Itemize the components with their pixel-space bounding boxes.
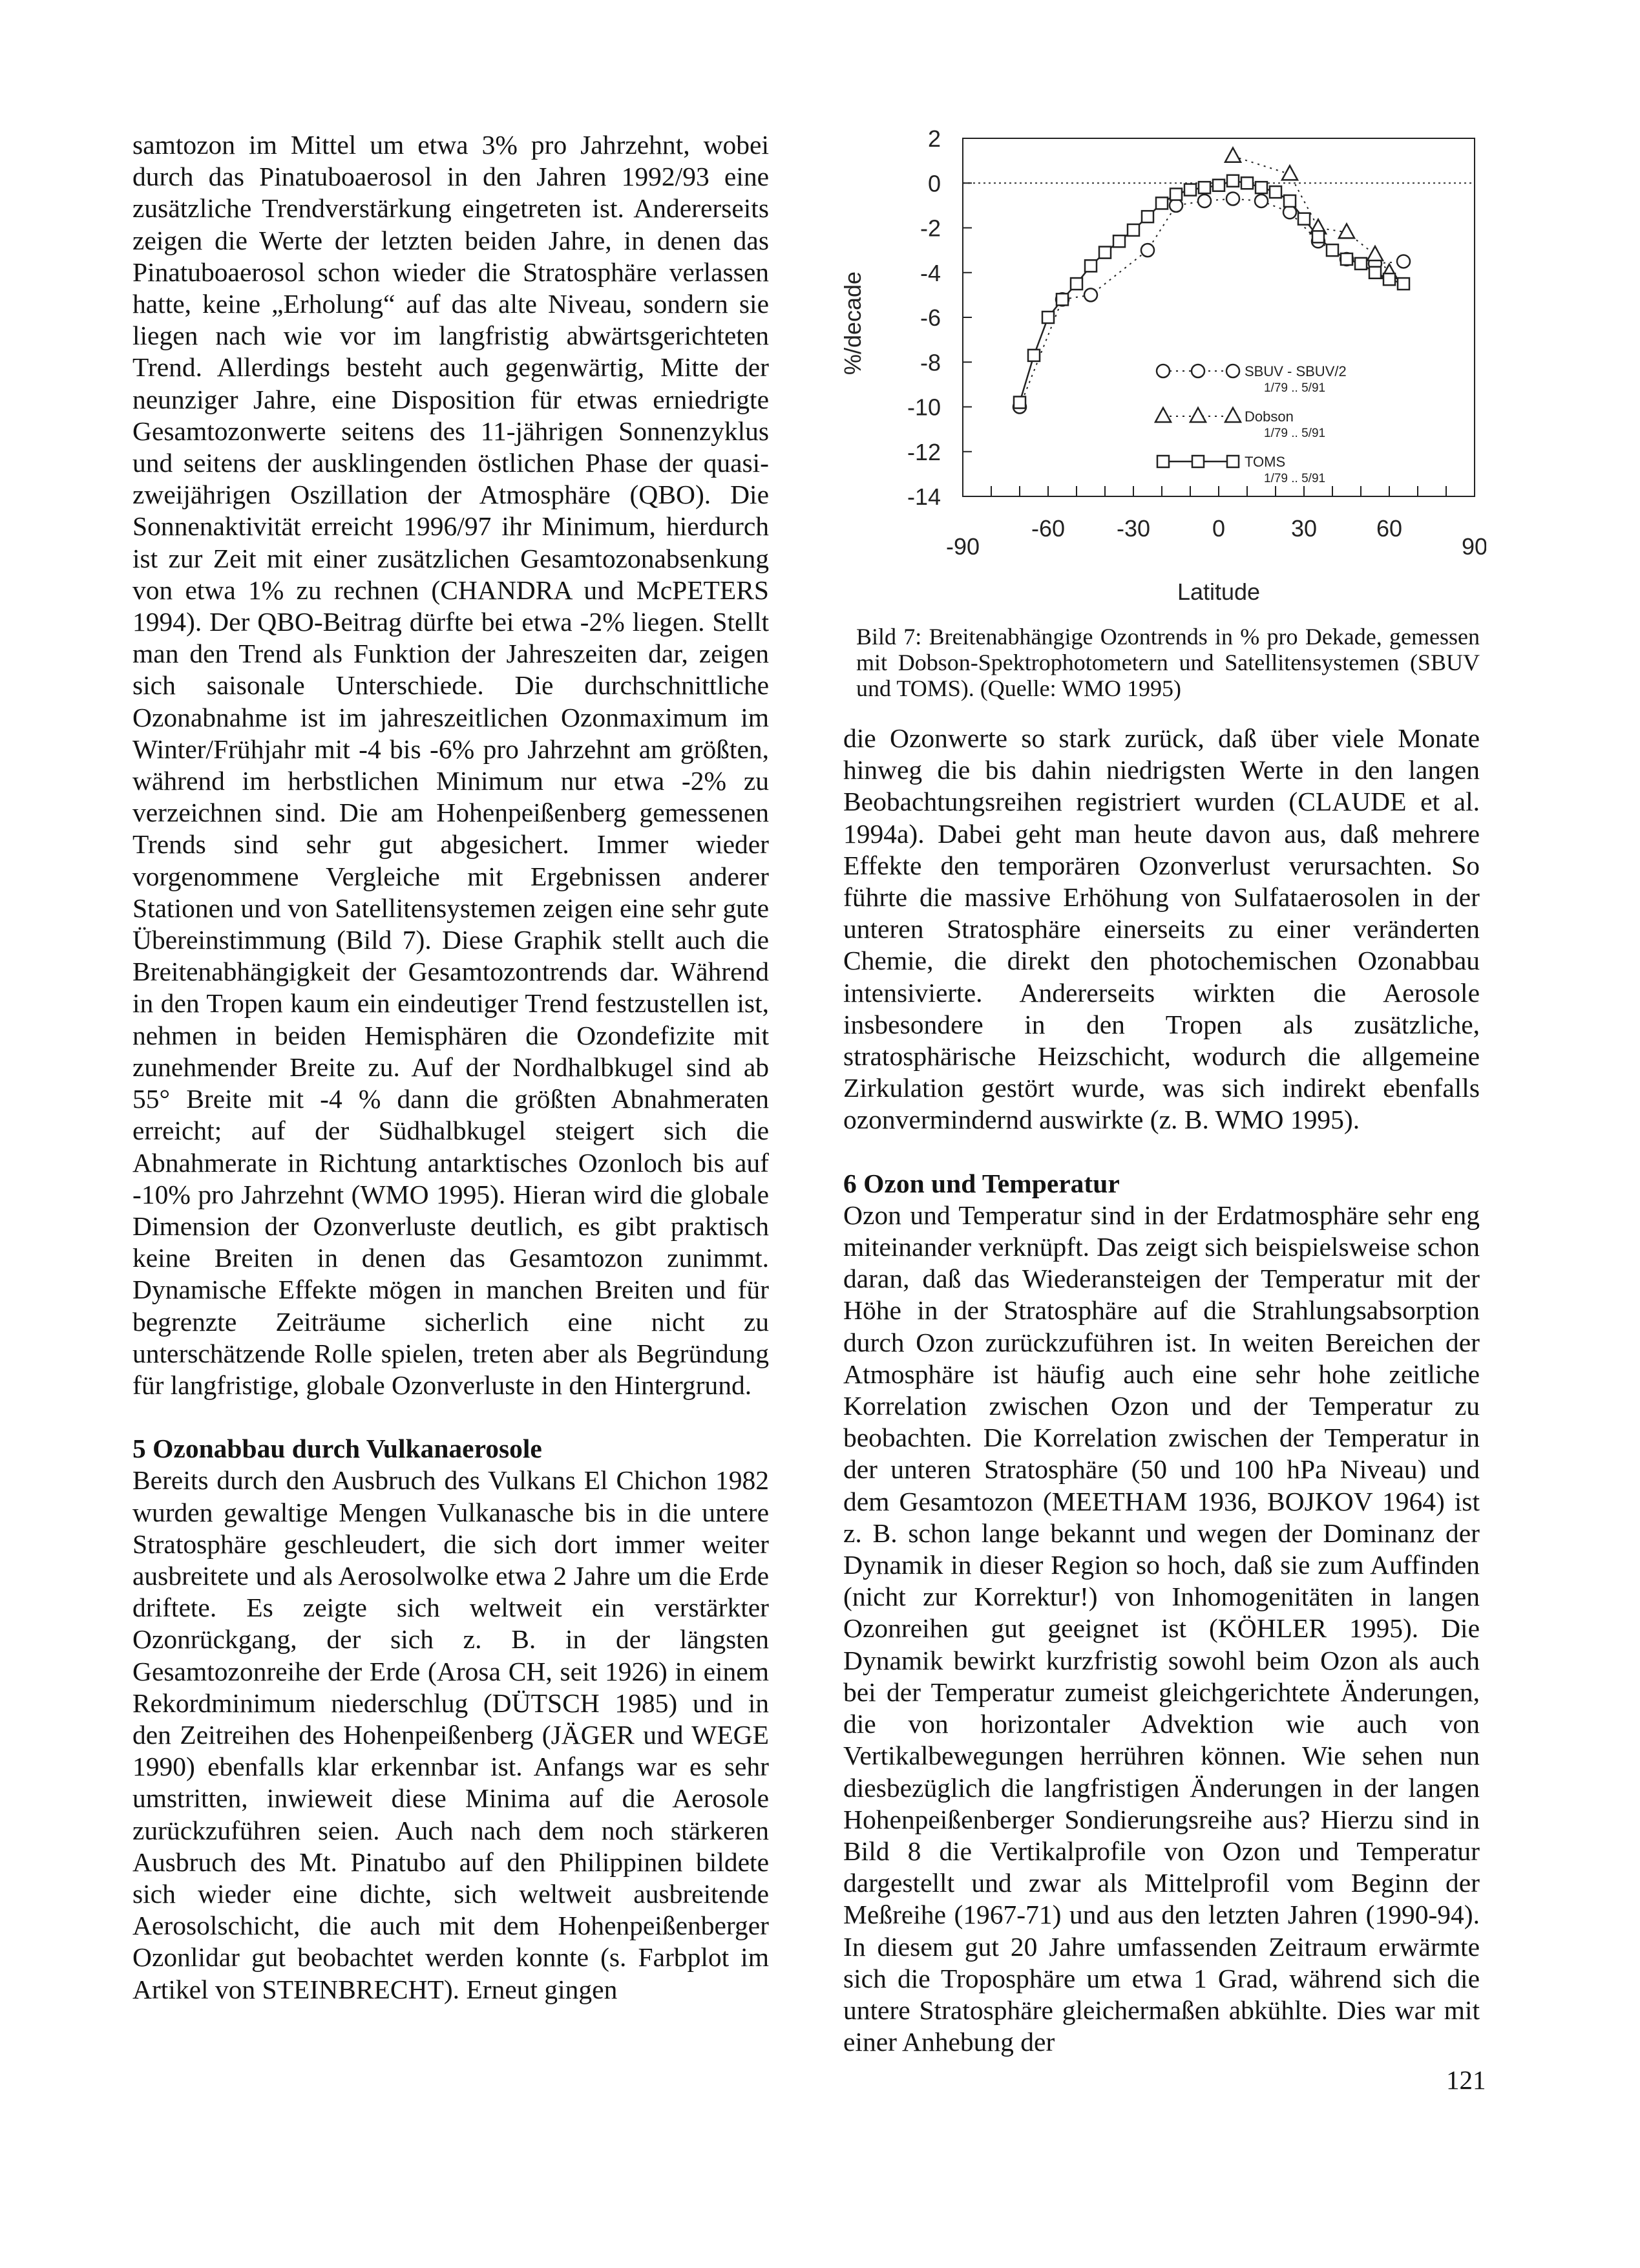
legend-series-period: 1/79 .. 5/91 <box>1264 427 1326 440</box>
data-point-square <box>1014 397 1025 408</box>
data-point-square <box>1383 273 1395 285</box>
left-column <box>132 129 769 2006</box>
data-point-square <box>1227 456 1239 467</box>
data-point-circle <box>1226 192 1239 205</box>
data-point-triangle <box>1367 246 1383 260</box>
data-point-circle <box>1141 244 1154 257</box>
data-point-square <box>1128 224 1139 236</box>
y-tick-label: -14 <box>907 483 941 510</box>
x-tick-label: 0 <box>1212 515 1226 542</box>
data-point-circle <box>1192 365 1204 377</box>
y-tick-label: -4 <box>920 259 941 286</box>
body-paragraph: samtozon im Mittel um etwa 3% pro Jahrzehnt, wobei durch das Pinatuboaerosol in den Jahren 1992/93 eine zusätzliche Trendverstärkung eingetreten ist. Andererseits zeigen die Werte der letzten beiden Jahre, in denen das Pinatuboaerosol schon wieder die Stratosphäre verlassen hatte, keine „Erholung“ auf das alte Niveau, sondern sie liegen nach wie vor im langfristig abwärtsgerichteten Trend. Allerdings besteht auch gegenwärtig, Mitte der neunziger Jahre, eine Disposition für etwas erniedrigte Gesamtozonwerte seitens des 11-jährigen Sonnenzyklus und seitens der ausklingenden östlichen Phase der quasi-zweijährigen Oszillation der Atmosphäre (QBO). Die Sonnenaktivität erreicht 1996/97 ihr Minimum, hierdurch ist zur Zeit mit einer zusätzlichen Gesamtozonabsenkung von etwa 1% zu rechnen (CHANDRA und McPETERS 1994). Der QBO-Beitrag dürfte bei etwa -2% liegen. Stellt man den Trend als Funktion der Jahreszeiten dar, zeigen sich saisonale Unterschiede. Die durchschnittliche Ozonabnahme ist im jahreszeitlichen Ozonmaximum im Winter/Frühjahr mit -4 bis -6% pro Jahrzehnt am größten, während im herbstlichen Minimum nur etwa -2% zu verzeichnen sind. Die am Hohenpeißenberg gemessenen Trends sind sehr gut abgesichert. Immer wieder vorgenommene Vergleiche mit Ergebnissen anderer Stationen und von Satellitensystemen zeigen eine sehr gute Übereinstimmung (Bild 7). Diese Graphik stellt auch die Breitenabhängigkeit der Gesamtozontrends dar. Während in den Tropen kaum ein eindeutiger Trend festzustellen ist, nehmen in beiden Hemisphären die Ozondefizite mit zunehmender Breite zu. Auf der Nordhalbkugel sind ab 55° Breite mit -4 % dann die größten Abnahmeraten erreicht; auf der Südhalbkugel steigert sich die Abnahmerate in Richtung antarktisches Ozonloch bis auf -10% pro Jahrzehnt (WMO 1995). Hieran wird die globale Dimension der Ozonverluste deutlich, es gibt praktisch keine Breiten in denen das Gesamtozon zunimmt. Dynamische Effekte mögen in manchen Breiten und für begrenzte Zeiträume sicherlich eine nicht zu unterschätzende Rolle spielen, treten aber als Begründung für langfristige, globale Ozonverluste in den Hintergrund. <box>132 130 769 1400</box>
data-point-square <box>1099 247 1111 259</box>
data-point-triangle <box>1155 408 1171 422</box>
data-point-circle <box>1226 365 1239 377</box>
data-point-square <box>1284 195 1296 207</box>
x-tick-label: -60 <box>1031 515 1066 542</box>
section-heading-5: 5 Ozonabbau durch Vulkanaerosole <box>132 1434 542 1464</box>
y-tick-label: -8 <box>920 349 941 376</box>
data-point-circle <box>1283 206 1296 218</box>
legend-series-name: TOMS <box>1245 454 1286 470</box>
x-axis-label: Latitude <box>1177 578 1261 605</box>
data-point-circle <box>1157 365 1170 377</box>
x-tick-label: 30 <box>1290 515 1318 542</box>
data-point-circle <box>1084 288 1097 301</box>
chart-markers <box>1013 148 1410 414</box>
x-tick-label: 90 <box>1461 533 1486 560</box>
body-paragraph: Bereits durch den Ausbruch des Vulkans El Chichon 1982 wurden gewaltige Mengen Vulkanasche bis in die untere Stratosphäre geschleudert, die sich dort immer weiter ausbreitete und als Aerosolwolke etwa 2 Jahre um die Erde driftete. Es zeigte sich weltweit ein verstärkter Ozonrückgang, der sich z. B. in der längsten Gesamtozonreihe der Erde (Arosa CH, seit 1926) in einem Rekordminimum niederschlug (DÜTSCH 1985) und in den Zeitreihen des Hohenpeißenberg (JÄGER und WEGE 1990) ebenfalls klar erkennbar ist. Anfangs war es sehr umstritten, inwieweit diese Minima auf die Aerosole zurückzuführen seien. Auch nach dem noch stärkeren Ausbruch des Mt. Pinatubo auf den Philippinen bildete sich wieder eine dichte, sich weltweit ausbreitende Aerosolschicht, die auch mit dem Hohenpeißenberger Ozonlidar gut beobachtet werden konnte (s. Farbplot im Artikel von STEINBRECHT). Erneut gingen <box>132 1465 769 2004</box>
y-tick-label: -6 <box>920 304 941 331</box>
y-tick-label: -2 <box>920 215 941 242</box>
data-point-square <box>1312 231 1324 242</box>
chart-legend <box>1155 363 1347 485</box>
data-point-square <box>1142 211 1153 222</box>
right-column <box>843 723 1480 2058</box>
body-paragraph: die Ozonwerte so stark zurück, daß über viele Monate hinweg die bis dahin niedrigsten Werte in den langen Beobachtungsreihen registriert wurden (CLAUDE et al. 1994a). Dabei geht man heute davon aus, daß mehrere Effekte den temporären Ozonverlust verursachten. So führte die massive Erhöhung von Sulfataerosolen in der unteren Stratosphäre einerseits zu einer veränderten Chemie, die direkt den photochemischen Ozonabbau intensivierte. Andererseits wirkten die Aerosole insbesondere in den Tropen als zusätzliche, stratosphärische Heizschicht, wodurch die allgemeine Zirkulation gestört wurde, was sich indirekt ebenfalls ozonvermindernd auswirkte (z. B. WMO 1995). <box>843 723 1480 1135</box>
legend-series-period: 1/79 .. 5/91 <box>1264 472 1326 485</box>
data-point-square <box>1192 456 1204 467</box>
data-point-square <box>1113 235 1125 247</box>
ozone-trend-chart <box>821 123 1486 620</box>
data-point-square <box>1327 244 1338 256</box>
series-line-dobson <box>1233 156 1389 273</box>
data-point-square <box>1085 260 1097 271</box>
data-point-square <box>1227 175 1239 187</box>
y-tick-label: 2 <box>927 125 941 152</box>
data-point-square <box>1184 184 1196 196</box>
data-point-square <box>1157 456 1169 467</box>
data-point-square <box>1028 350 1040 361</box>
data-point-square <box>1042 312 1054 323</box>
legend-series-name: Dobson <box>1245 408 1294 425</box>
page-number: 121 <box>1446 2065 1486 2095</box>
data-point-square <box>1241 177 1253 189</box>
y-tick-label: -10 <box>907 394 941 421</box>
data-point-square <box>1199 182 1210 193</box>
section-heading-6: 6 Ozon und Temperatur <box>843 1168 1120 1198</box>
data-point-circle <box>1255 195 1268 207</box>
data-point-triangle <box>1225 148 1241 162</box>
data-point-square <box>1341 253 1352 265</box>
data-point-square <box>1213 180 1225 191</box>
data-point-triangle <box>1225 408 1241 422</box>
data-point-square <box>1270 186 1281 198</box>
plot-frame <box>963 138 1475 496</box>
data-point-triangle <box>1190 408 1206 422</box>
data-point-triangle <box>1282 165 1298 180</box>
data-point-square <box>1170 189 1182 200</box>
data-point-square <box>1156 197 1168 209</box>
x-tick-label: 60 <box>1376 515 1403 542</box>
data-point-circle <box>1198 195 1211 207</box>
data-point-square <box>1369 267 1381 279</box>
data-point-square <box>1071 278 1082 290</box>
figure-caption: Bild 7: Breitenabhängige Ozontrends in % pro Dekade, gemessen mit Dobson-Spektrophotometern und Satellitensystemen (SBUV und TOMS). (Quelle: WMO 1995) <box>856 624 1480 701</box>
y-tick-label: 0 <box>927 170 941 197</box>
x-tick-label: -90 <box>945 533 980 560</box>
data-point-square <box>1057 293 1068 305</box>
legend-series-period: 1/79 .. 5/91 <box>1264 381 1326 395</box>
y-axis-label: %/decade <box>839 271 866 376</box>
body-paragraph: Ozon und Temperatur sind in der Erdatmosphäre sehr eng miteinander verknüpft. Das zeigt sich beispielsweise schon daran, daß das Wiederansteigen der Temperatur mit der Höhe in der Stratosphäre auf die Strahlungsabsorption durch Ozon zurückzuführen ist. In weiten Bereichen der Atmosphäre ist häufig auch eine sehr hohe zeitliche Korrelation zwischen Ozon und der Temperatur zu beobachten. Die Korrelation zwischen der Temperatur in der unteren Stratosphäre (50 und 100 hPa Niveau) und dem Gesamtozon (MEETHAM 1936, BOJKOV 1964) ist z. B. schon lange bekannt und wegen der Dominanz der Dynamik in dieser Region so hoch, daß sie zum Auffinden (nicht zur Korrektur!) von Inhomogenitäten in langen Ozonreihen gut geeignet ist (KÖHLER 1995). Die Dynamik bewirkt kurzfristig sowohl beim Ozon als auch bei der Temperatur zumeist gleichgerichtete Änderungen, die von horizontaler Advektion wie auch von Vertikalbewegungen herrühren können. Wie sehen nun diesbezüglich die langfristigen Änderungen in der langen Hohenpeißenberger Sondierungsreihe aus? Hierzu sind in Bild 8 die Vertikalprofile von Ozon und Temperatur dargestellt und zwar als Mittelprofil vom Beginn der Meßreihe (1967-71) und aus den letzten Jahren (1990-94). In diesem gut 20 Jahre umfassenden Zeitraum erwärmte sich die Troposphäre um etwa 1 Grad, während sich die untere Stratosphäre gleichermaßen abkühlte. Dies war mit einer Anhebung der <box>843 1200 1480 2057</box>
chart-axes <box>963 138 1475 496</box>
data-point-square <box>1298 213 1310 225</box>
figure-7 <box>821 123 1486 620</box>
legend-series-name: SBUV - SBUV/2 <box>1245 363 1347 379</box>
data-point-circle <box>1170 199 1183 212</box>
data-point-square <box>1355 258 1367 270</box>
data-point-square <box>1256 182 1267 193</box>
y-tick-label: -12 <box>907 438 941 465</box>
data-point-circle <box>1397 255 1410 268</box>
data-point-square <box>1398 278 1409 290</box>
x-tick-label: -30 <box>1116 515 1151 542</box>
